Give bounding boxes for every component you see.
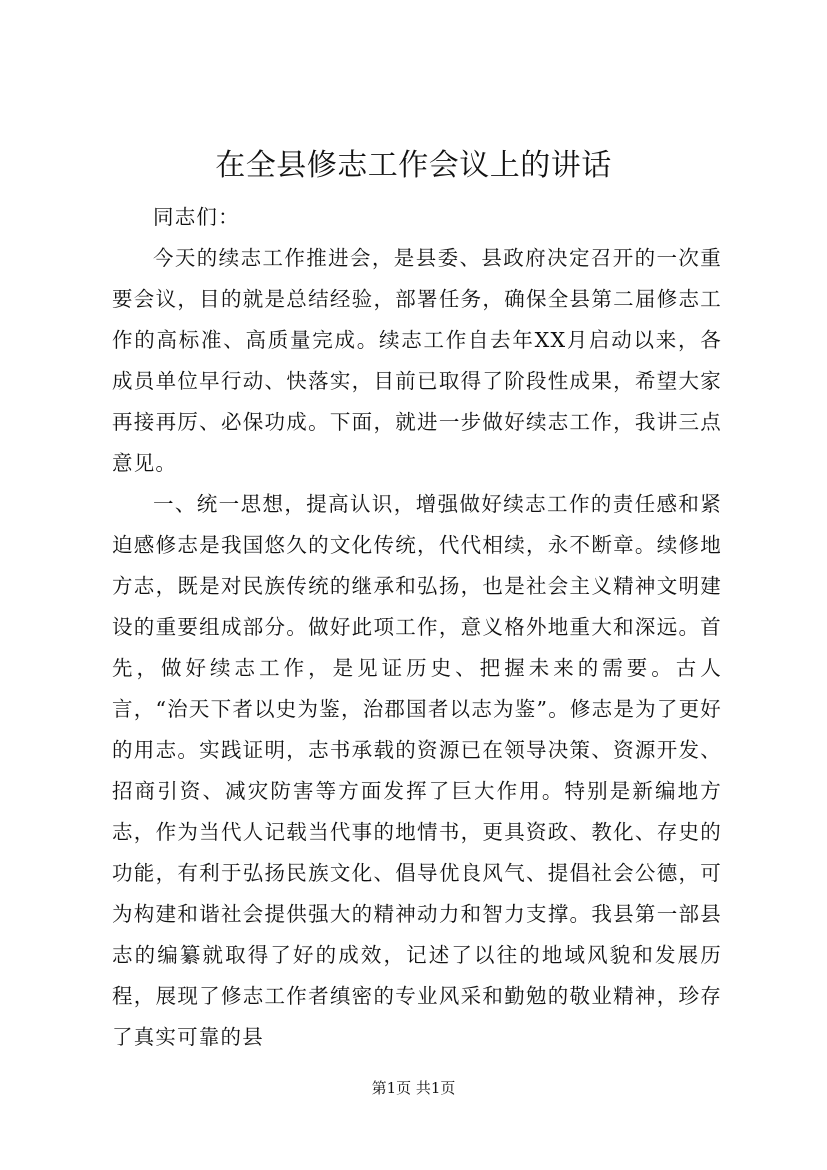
salutation: 同志们： <box>153 205 240 229</box>
document-title: 在全县修志工作会议上的讲话 <box>215 148 612 183</box>
paragraph-section-one: 一、统一思想，提高认识，增强做好续志工作的责任感和紧迫感修志是我国悠久的文化传统，代代相续，永不断章。续修地方志，既是对民族传统的继承和弘扬，也是社会主义精神文明建设的重要组成部分。做好此项工作，意义格外地重大和深远。首先，做好续志工作，是见证历史、把握未来的需要。古人言，“治天下者以史为鉴，治郡国者以志为鉴”。修志是为了更好的用志。实践证明，志书承载的资源已在领导决策、资源开发、招商引资、减灾防害等方面发挥了巨大作用。特别是新编地方志，作为当代人记载当代事的地情书，更具资政、教化、存史的功能，有利于弘扬民族文化、倡导优良风气、提倡社会公德，可为构建和谐社会提供强大的精神动力和智力支撑。我县第一部县志的编纂就取得了好的成效，记述了以往的地域风貌和发展历程，展现了修志工作者缜密的专业风采和勤勉的敬业精神，珍存了真实可靠的县 <box>112 492 722 1049</box>
paragraph-intro: 今天的续志工作推进会，是县委、县政府决定召开的一次重要会议，目的就是总结经验，部署任务，确保全县第二届修志工作的高标准、高质量完成。续志工作自去年XX月启动以来，各成员单位早行动、快落实，目前已取得了阶段性成果，希望大家再接再厉、必保功成。下面，就进一步做好续志工作，我讲三点意见。 <box>112 246 722 475</box>
document-body <box>112 197 722 1058</box>
page-footer: 第1页 共1页 <box>371 1079 456 1097</box>
